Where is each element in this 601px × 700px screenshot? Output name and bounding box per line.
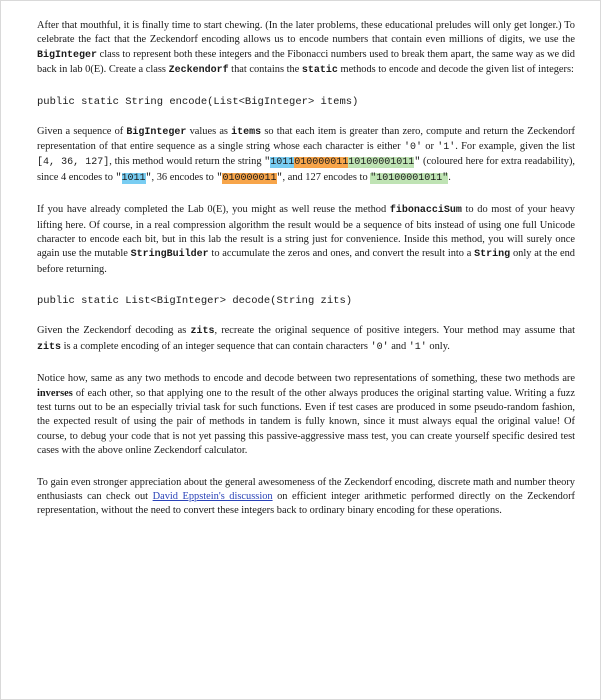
quote: "	[414, 157, 421, 169]
text: Given the Zeckendorf decoding as	[37, 325, 191, 337]
text: only at the end before returning.	[37, 248, 575, 275]
code-example-list: [4, 36, 127]	[37, 157, 110, 169]
text: , this method would return the string	[109, 156, 265, 168]
highlight-segment-36: 010000011	[294, 157, 349, 169]
appreciation-paragraph	[37, 476, 575, 519]
encode-signature: public static String encode(List<BigInteger> items)	[37, 95, 359, 108]
code-char-one: '1'	[437, 142, 456, 154]
highlight-segment-127: 10100001011	[348, 157, 415, 169]
code-char-zero: '0'	[370, 341, 389, 353]
text: , and 127 encodes to	[282, 171, 371, 183]
decode-description	[37, 324, 575, 355]
code-zits: zits	[190, 326, 215, 338]
text: , 36 encodes to	[151, 171, 217, 183]
text: is a complete encoding of an integer sequence that can contain characters	[61, 340, 371, 352]
code-char-zero: '0'	[403, 142, 422, 154]
text: to accumulate the zeros and ones, and convert the result into a	[208, 248, 475, 260]
quote: "	[216, 172, 223, 184]
code-biginteger: BigInteger	[126, 126, 187, 138]
bold-inverses: inverses	[37, 387, 73, 399]
text: To gain even stronger appreciation about the general awesomeness of the Zeckendorf encoding, discrete math and number theory enthusiasts can check out	[37, 476, 575, 502]
text: After that mouthful, it is finally time to start chewing. (In the later problems, these educational preludes will only get longer.) To celebrate the fact that the Zeckendorf encoding allows us to encode numbers that contain even millions of digits, we use the	[37, 20, 575, 46]
text: methods to encode and decode the given list of integers:	[337, 64, 574, 76]
code-fibonaccisum: fibonacciSum	[389, 205, 462, 217]
document-body	[37, 19, 575, 519]
quote: "	[264, 157, 271, 169]
text: .	[448, 171, 451, 183]
encoding-of-36: 010000011	[222, 172, 277, 184]
text: that contains the	[228, 64, 302, 76]
code-zits: zits	[37, 341, 62, 353]
text: If you have already completed the Lab 0(E), you might as well reuse the method	[37, 204, 390, 216]
encoding-of-127: "10100001011"	[370, 172, 449, 184]
code-biginteger: BigInteger	[37, 49, 98, 61]
code-static: static	[301, 65, 338, 77]
text: class to represent both these integers and the Fibonacci numbers used to break them apart, the same way as we did back in lab 0(E). Create a class	[37, 48, 575, 76]
code-char-one: '1'	[408, 341, 427, 353]
intro-paragraph	[37, 19, 575, 79]
text: only.	[426, 340, 450, 352]
text: or	[421, 141, 438, 153]
text: Notice how, same as any two methods to encode and decode between two representations of something, these two methods are	[37, 373, 575, 385]
code-stringbuilder: StringBuilder	[130, 249, 209, 261]
text: Given a sequence of	[37, 125, 127, 137]
code-string: String	[474, 249, 511, 261]
inverse-paragraph	[37, 372, 575, 458]
text: values as	[186, 125, 232, 137]
quote: "	[276, 172, 283, 184]
text: and	[388, 340, 409, 352]
decode-signature: public static List<BigInteger> decode(String zits)	[37, 295, 353, 308]
quote: "	[145, 172, 152, 184]
encode-description	[37, 125, 575, 187]
text: (coloured here for extra readability), since 4 encodes to	[37, 156, 575, 183]
text: so that each item is greater than zero, compute and return the Zeckendorf representation of that entire sequence as a single string whose each character is either	[37, 125, 575, 153]
highlight-segment-4: 1011	[270, 157, 295, 169]
encoding-of-4: 1011	[121, 172, 146, 184]
eppstein-discussion-link[interactable]: David Eppstein's discussion	[152, 490, 273, 502]
text: , recreate the original sequence of positive integers. Your method may assume that	[214, 325, 575, 337]
code-items: items	[231, 126, 262, 138]
text: of each other, so that applying one to the result of the other always produces the original starting value. Writing a fuzz test turns out to be an especially trivial task for such functions. Even if test cases are produced in some pseudo-random fashion, the expected result of using the pair of methods in tandem is fully known, since it must always equal the original value! Of course, to debug your code that is not yet passing this passive-aggressive mass test, you can create yourself specific desired test cases with the above online Zeckendorf calculator.	[37, 387, 575, 457]
text: to do most of your heavy lifting here. Of course, in a real compression algorithm the result would be a sequence of bits instead of using one full Unicode character to encode each bit, but in this lab the result is a string just for convenience. Inside this method, you will surely once again use the mutable	[37, 204, 575, 260]
text: on efficient integer arithmetic performed directly on the Zeckendorf representation, without the need to convert these integers back to ordinary binary encoding for these operations.	[37, 490, 575, 517]
code-zeckendorf: Zeckendorf	[168, 65, 229, 77]
quote: "	[115, 172, 122, 184]
text: . For example, given the list	[455, 141, 576, 153]
reuse-paragraph	[37, 203, 575, 277]
